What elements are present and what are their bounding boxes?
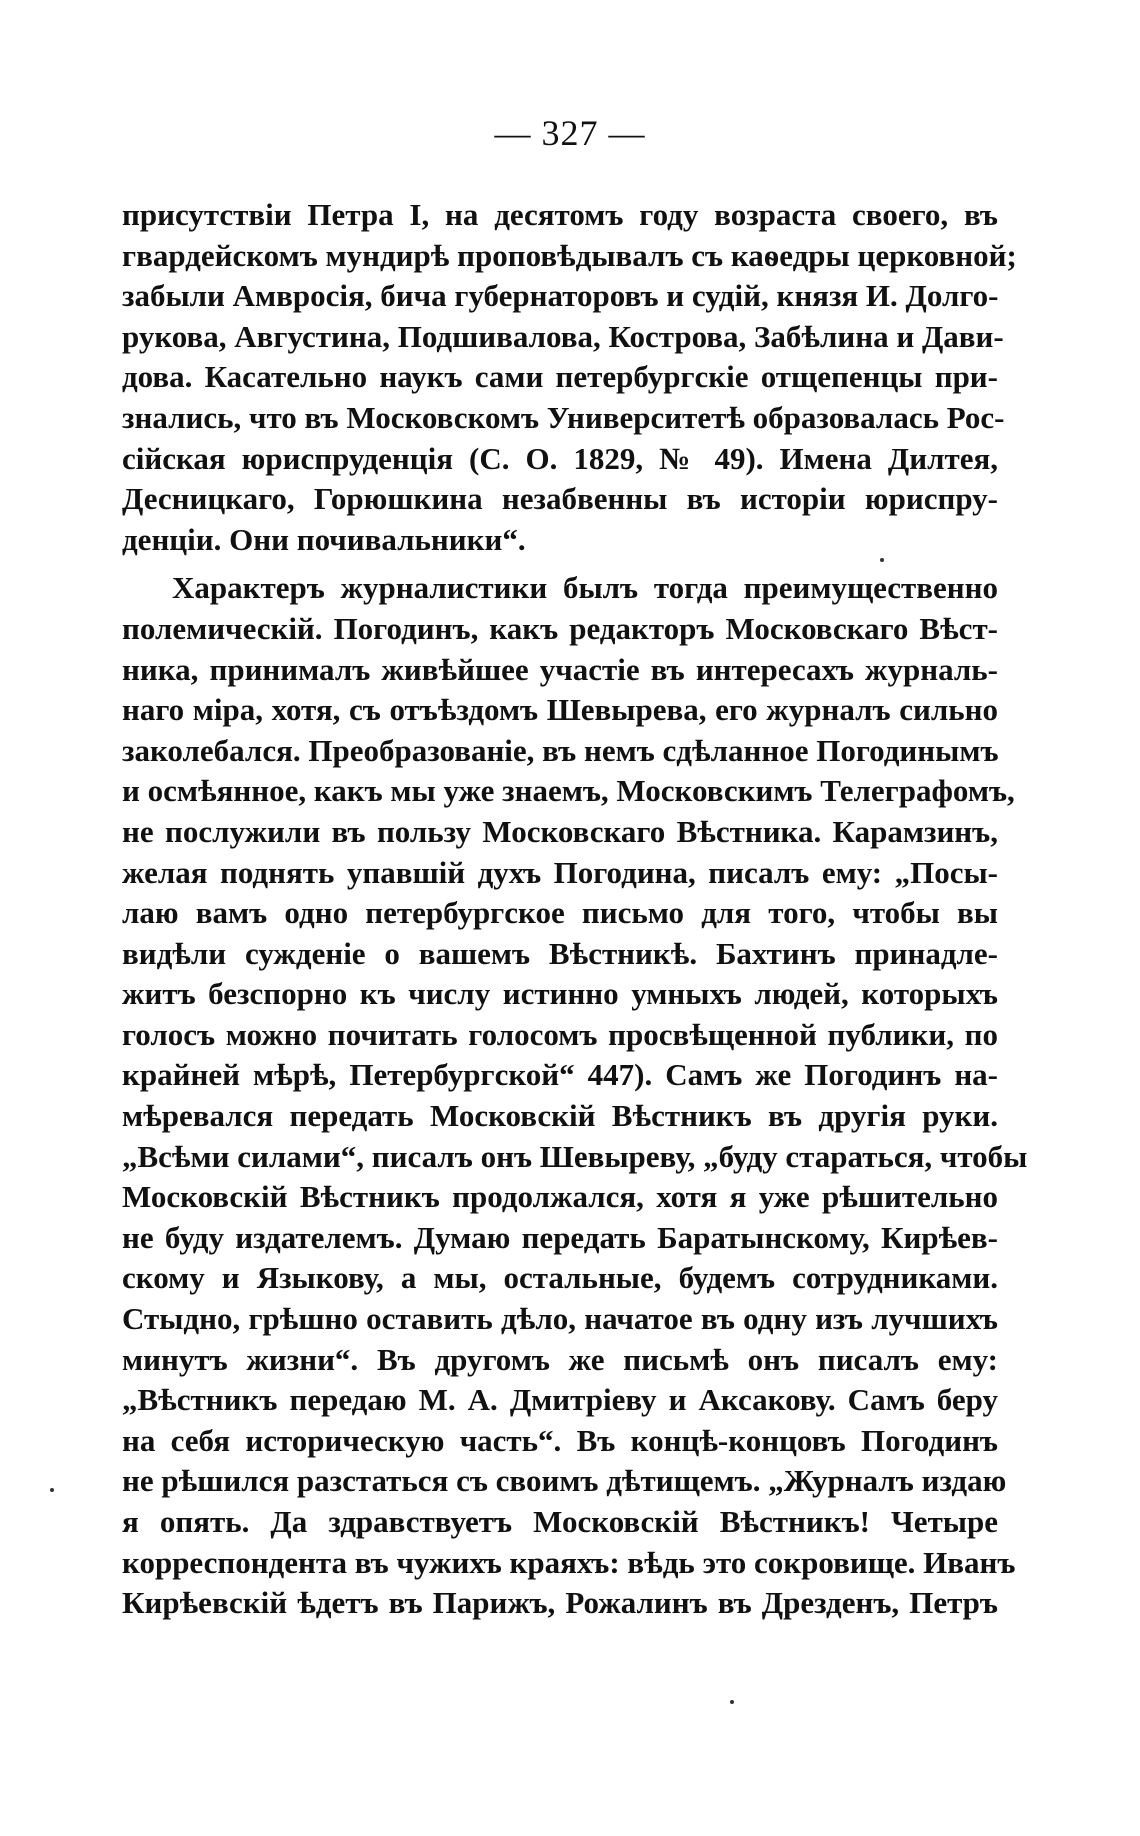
text-line: рукова, Августина, Подшивалова, Кострова, Забѣлина и Дави- — [122, 318, 1004, 354]
text-line: и осмѣянное, какъ мы уже знаемъ, Московскимъ Телеграфомъ, — [122, 773, 1015, 809]
text-line: присутствіи Петра I, на десятомъ году возраста своего, въ — [122, 197, 998, 232]
text-line: ника, принималъ живѣйшее участіе въ интересахъ журналь- — [122, 651, 998, 687]
text-line: лаю вамъ одно петербургское письмо для того, чтобы вы — [122, 895, 998, 931]
text-line: забыли Амвросія, бича губернаторовъ и судій, князя И. Долго- — [122, 278, 999, 314]
text-line: гвардейскомъ мундирѣ проповѣдывалъ съ каѳедры церковной; — [122, 237, 1017, 273]
text-line: скому и Языкову, а мы, остальные, будемъ сотрудниками. — [122, 1260, 998, 1296]
scan-speck — [50, 1488, 54, 1492]
text-line: не рѣшился разстаться съ своимъ дѣтищемъ. „Журналъ издаю — [122, 1463, 1007, 1499]
paragraph-start-line: Характеръ журналистики былъ тогда преимущественно — [172, 570, 998, 606]
text-line: мѣревался передать Московскій Вѣстникъ въ другія руки. — [122, 1098, 998, 1134]
text-line: видѣли сужденіе о вашемъ Вѣстникѣ. Бахтинъ принадле- — [122, 935, 998, 971]
text-line: дова. Касательно наукъ сами петербургскіе отщепенцы при- — [122, 359, 998, 395]
text-line: минутъ жизни“. Въ другомъ же письмѣ онъ писалъ ему: — [122, 1341, 998, 1377]
text-line: я опять. Да здравствуетъ Московскій Вѣстникъ! Четыре — [122, 1504, 998, 1539]
text-line: голосъ можно почитать голосомъ просвѣщенной публики, по — [122, 1016, 998, 1052]
text-line: знались, что въ Московскомъ Университетѣ образовалась Рос- — [122, 399, 1005, 435]
text-line: корреспондента въ чужихъ краяхъ: вѣдь это сокровище. Иванъ — [122, 1544, 1016, 1580]
text-line: Десницкаго, Горюшкина незабвенны въ исторіи юриспру- — [122, 481, 998, 517]
text-line: Стыдно, грѣшно оставить дѣло, начатое въ одну изъ лучшихъ — [122, 1301, 998, 1337]
text-line: полемическій. Погодинъ, какъ редакторъ Московскаго Вѣст- — [122, 610, 998, 646]
scan-speck — [730, 1700, 734, 1704]
scan-speck — [880, 558, 884, 562]
text-line: не послужили въ пользу Московскаго Вѣстника. Карамзинъ, — [122, 813, 998, 849]
body-text — [122, 195, 1028, 1624]
text-line: „Вѣстникъ передаю М. А. Дмитріеву и Аксакову. Самъ беру — [122, 1382, 998, 1418]
text-line: Московскій Вѣстникъ продолжался, хотя я уже рѣшительно — [122, 1179, 998, 1215]
text-line: на себя историческую часть“. Въ концѣ-концовъ Погодинъ — [122, 1422, 998, 1458]
text-line: „Всѣми силами“, писалъ онъ Шевыреву, „буду стараться, чтобы — [122, 1138, 1028, 1174]
text-line: заколебался. Преобразованіе, въ немъ сдѣланное Погодинымъ — [122, 732, 999, 768]
text-line: житъ безспорно къ числу истинно умныхъ людей, которыхъ — [122, 976, 998, 1012]
text-line: не буду издателемъ. Думаю передать Баратынскому, Кирѣев- — [122, 1219, 998, 1255]
text-line: крайней мѣрѣ, Петербургской“ 447). Самъ же Погодинъ на- — [122, 1057, 998, 1093]
page-number: — 327 — — [494, 113, 646, 153]
paragraph-end-line: денціи. Они почивальники“. — [122, 521, 526, 557]
text-line: Кирѣевскій ѣдетъ въ Парижъ, Рожалинъ въ Дрезденъ, Петръ — [122, 1585, 998, 1621]
text-line: желая поднять упавшій духъ Погодина, писалъ ему: „Посы- — [122, 854, 998, 890]
text-line: сійская юриспруденція (С. О. 1829, № 49). Имена Дилтея, — [122, 440, 998, 476]
text-line: наго міра, хотя, съ отъѣздомъ Шевырева, его журналъ сильно — [122, 692, 998, 728]
